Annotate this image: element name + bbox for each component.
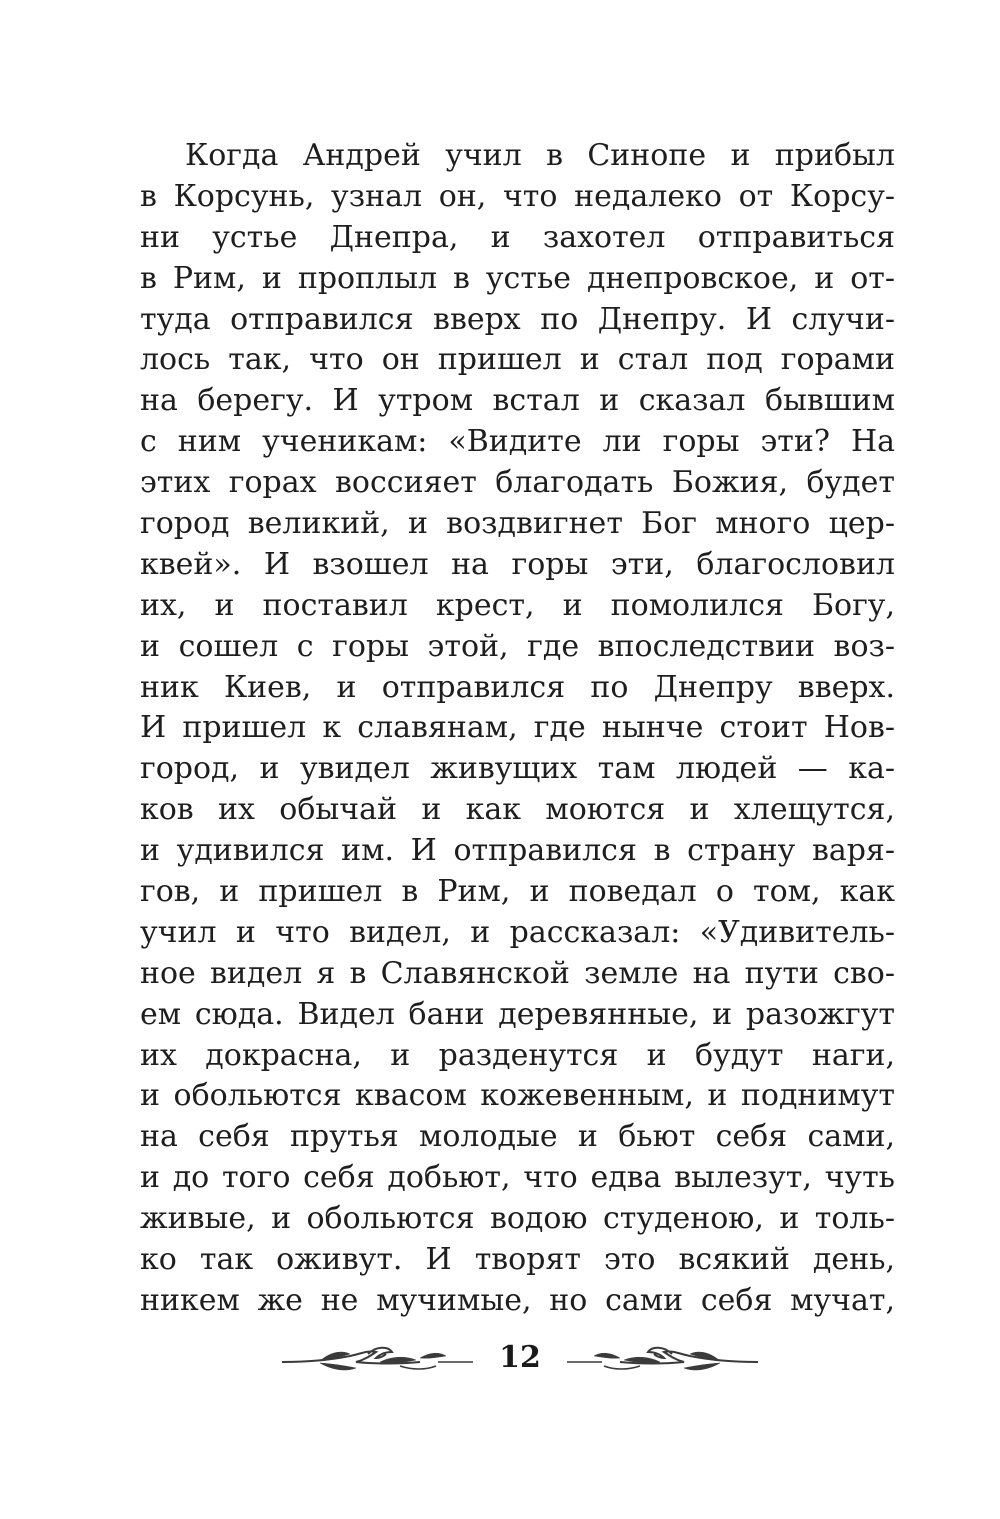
text-line: учил и что видел, и рассказал: «Удивитель- xyxy=(140,914,895,950)
text-line: город великий, и воздвигнет Бог много цер- xyxy=(140,506,895,542)
text-line: их докрасна, и разденутся и будут наги, xyxy=(140,1037,895,1073)
text-line: город, и увидел живущих там людей — ка- xyxy=(140,751,895,787)
text-line: лось так, что он пришел и стал под горами xyxy=(140,342,895,378)
text-line: ное видел я в Славянской земле на пути сво- xyxy=(140,955,895,991)
page-footer xyxy=(280,1330,760,1390)
text-line: ни устье Днепра, и захотел отправиться xyxy=(140,219,895,255)
page-number: 12 xyxy=(499,1340,541,1375)
text-line: их, и поставил крест, и помолился Богу, xyxy=(140,587,895,623)
text-line: и удивился им. И отправился в страну варя- xyxy=(140,833,895,869)
text-line: ков их обычай и как моются и хлещутся, xyxy=(140,792,895,828)
text-line: в Рим, и проплыл в устье днепровское, и от- xyxy=(140,260,895,296)
text-line: на себя прутья молодые и бьют себя сами, xyxy=(140,1119,895,1155)
text-line: живые, и обольются водою студеною, и толь- xyxy=(140,1201,895,1237)
text-line: квей». И взошел на горы эти, благословил xyxy=(140,546,895,582)
text-line: на берегу. И утром встал и сказал бывшим xyxy=(140,383,895,419)
text-line: и обольются квасом кожевенным, и поднимут xyxy=(140,1078,895,1114)
flourish-ornament-icon xyxy=(565,1342,760,1376)
text-line: ко так оживут. И творят это всякий день, xyxy=(140,1242,895,1278)
text-line: этих горах воссияет благодать Божия, будет xyxy=(140,465,895,501)
text-line: в Корсунь, узнал он, что недалеко от Корсу- xyxy=(140,178,895,214)
text-line: с ним ученикам: «Видите ли горы эти? На xyxy=(140,424,895,460)
text-line: ник Киев, и отправился по Днепру вверх. xyxy=(140,669,895,705)
text-line: туда отправился вверх по Днепру. И случи- xyxy=(140,301,895,337)
text-line: И пришел к славянам, где нынче стоит Нов- xyxy=(140,710,895,746)
text-line: гов, и пришел в Рим, и поведал о том, как xyxy=(140,874,895,910)
text-line: никем же не мучимые, но сами себя мучат, xyxy=(140,1282,895,1318)
text-line: и сошел с горы этой, где впоследствии воз- xyxy=(140,628,895,664)
text-line: и до того себя добьют, что едва вылезут, чуть xyxy=(140,1160,895,1196)
text-line: ем сюда. Видел бани деревянные, и разожгут xyxy=(140,996,895,1032)
body-text xyxy=(140,136,895,1322)
text-line: Когда Андрей учил в Синопе и прибыл xyxy=(185,138,895,173)
